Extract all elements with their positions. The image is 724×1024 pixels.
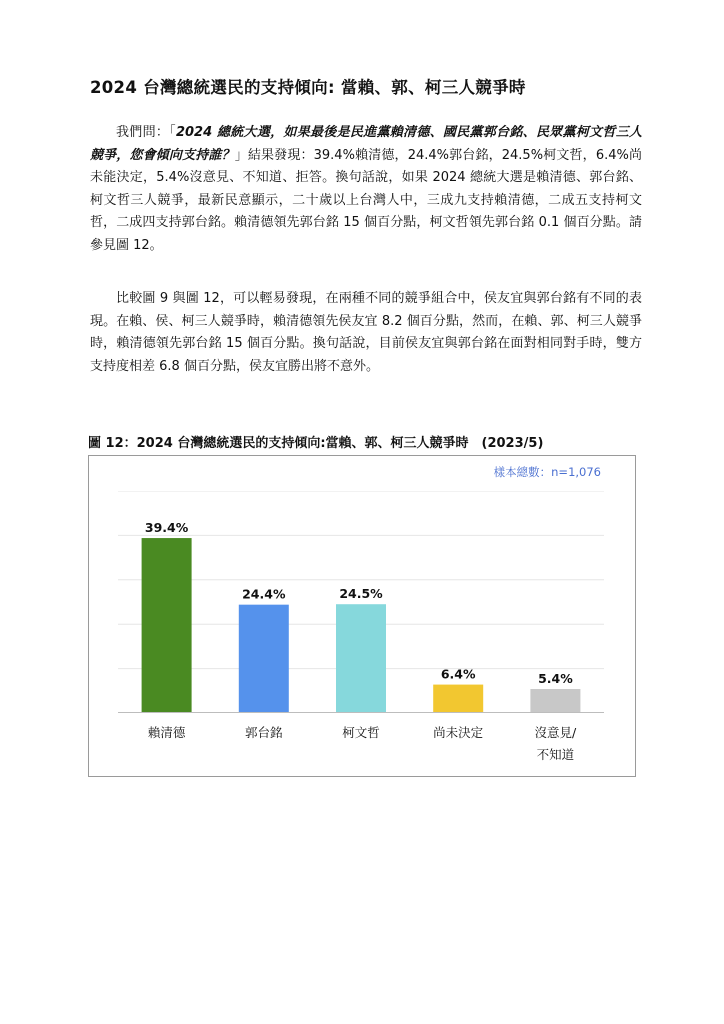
question-lead: 我們問：「 (116, 125, 176, 140)
paragraph-question-results (90, 122, 642, 257)
category-label: 柯文哲 (342, 725, 380, 740)
category-label: 尚未決定 (433, 725, 484, 740)
bar (433, 685, 483, 713)
bar (142, 538, 192, 713)
chart-svg (118, 491, 604, 713)
plot-area (118, 491, 604, 713)
paragraph-comparison: 比較圖 9 與圖 12，可以輕易發現，在兩種不同的競爭組合中，侯友宜與郭台銘有不同的表現。在賴、侯、柯三人競爭時，賴清德領先侯友宜 8.2 個百分點，然而，在賴、郭、柯三人競爭時，賴清德領先郭台銘 15 個百分點。換句話說，目前侯友宜與郭台銘在面對相同對手時，雙方支持度相差 6.8 個百分點，侯友宜勝出將不意外。 (90, 291, 642, 374)
category-label: 賴清德 (147, 725, 186, 740)
bar (530, 689, 580, 713)
data-label: 24.4% (242, 586, 286, 602)
data-label: 5.4% (538, 671, 573, 687)
category-label: 沒意見/ 不知道 (534, 725, 577, 762)
results-text: 」結果發現：39.4%賴清德，24.4%郭台銘，24.5%柯文哲，6.4%尚未能決定，5.4%沒意見、不知道、拒答。換句話說，如果 2024 總統大選是賴清德、郭台銘、柯文哲三人競爭，最新民意顯示，二十歲以上台灣人中，三成九支持賴清德，二成五支持柯文哲，二成四支持郭台銘。賴清德領先郭台銘 15 個百分點，柯文哲領先郭台銘 0.1 個百分點。請參見圖 12。 (90, 147, 642, 253)
data-label: 24.5% (339, 586, 383, 602)
sample-size-note: 樣本總數：n=1,076 (493, 465, 601, 479)
page-title: 2024 台灣總統選民的支持傾向: 當賴、郭、柯三人競爭時 (90, 78, 526, 97)
bar-chart (88, 455, 636, 777)
figure-caption: 圖 12：2024 台灣總統選民的支持傾向:當賴、郭、柯三人競爭時 (2023/5) (88, 436, 544, 451)
data-label: 39.4% (144, 520, 189, 536)
category-label: 郭台銘 (245, 725, 283, 740)
data-label: 6.4% (440, 666, 476, 682)
bar (239, 605, 289, 713)
survey-question: 2024 總統大選，如果最後是民進黨賴清德、國民黨郭台銘、民眾黨柯文哲三人競爭，您會傾向支持誰？ (90, 125, 642, 163)
bar (336, 604, 386, 713)
